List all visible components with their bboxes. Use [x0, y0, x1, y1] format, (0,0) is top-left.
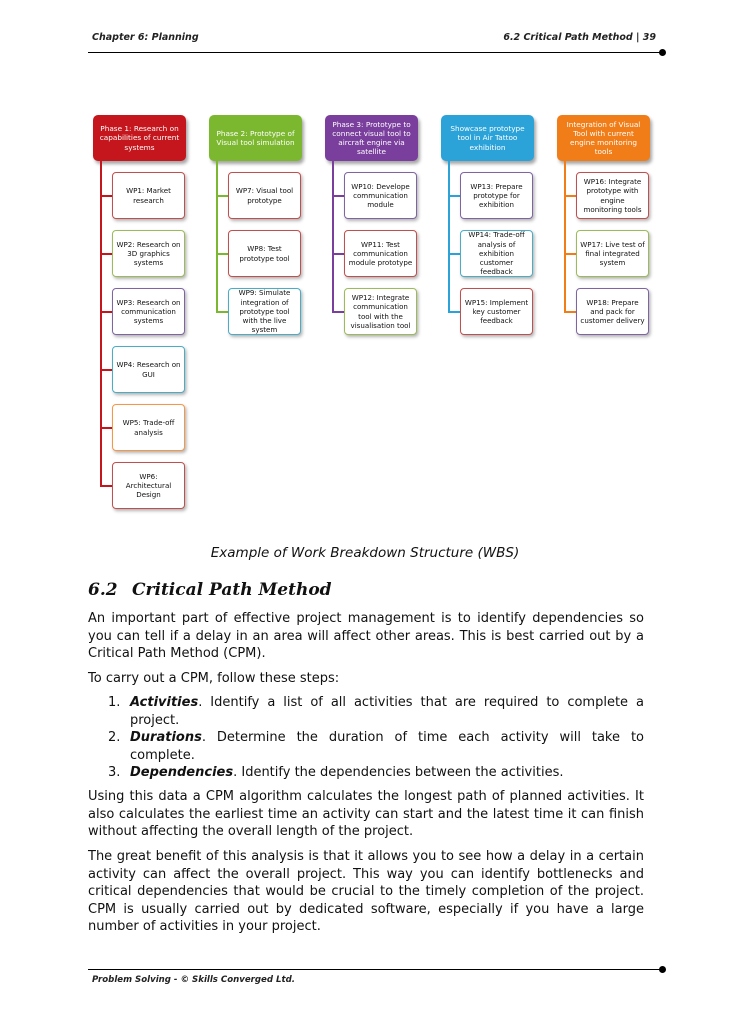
- paragraph-algorithm: Using this data a CPM algorithm calculates the longest path of planned activities. It also calculates the earliest time an activity can start and the latest time it can finish without affecting the overall length of the project.: [88, 789, 644, 840]
- wbs-work-package: WP14: Trade-off analysis of exhibition customer feedback: [460, 230, 533, 277]
- step-text: . Determine the duration of time each activity will take to complete.: [130, 730, 644, 763]
- step-number: 3.: [108, 765, 121, 781]
- wbs-work-package: WP15: Implement key customer feedback: [460, 288, 533, 335]
- paragraph-steps-intro: To carry out a CPM, follow these steps:: [88, 671, 340, 686]
- wbs-phase-box: Phase 3: Prototype to connect visual tool to aircraft engine via satellite: [325, 115, 418, 161]
- wbs-work-package: WP11: Test communication module prototype: [344, 230, 417, 277]
- wbs-work-package: WP17: Live test of final integrated system: [576, 230, 649, 277]
- wbs-work-package: WP8: Test prototype tool: [228, 230, 301, 277]
- section-title: Critical Path Method: [132, 580, 332, 600]
- footer-rule: [88, 969, 662, 970]
- wbs-work-package: WP5: Trade-off analysis: [112, 404, 185, 451]
- wbs-work-package: WP3: Research on communication systems: [112, 288, 185, 335]
- wbs-phase-box: Integration of Visual Tool with current engine monitoring tools: [557, 115, 650, 161]
- wbs-work-package: WP13: Prepare prototype for exhibition: [460, 172, 533, 219]
- wbs-work-package: WP9: Simulate integration of prototype tool with the live system: [228, 288, 301, 335]
- list-item: [100, 764, 644, 782]
- wbs-connector-line: [332, 161, 334, 312]
- wbs-work-package: WP18: Prepare and pack for customer delivery: [576, 288, 649, 335]
- step-term: Dependencies: [130, 765, 234, 781]
- step-text: . Identify the dependencies between the activities.: [233, 765, 564, 781]
- wbs-work-package: WP4: Research on GUI: [112, 346, 185, 393]
- step-number: 2.: [108, 730, 121, 746]
- section-number: 6.2: [88, 580, 118, 600]
- list-item: [100, 694, 644, 729]
- paragraph-intro: An important part of effective project management is to identify dependencies so you can tell if a delay in an area will affect other areas. This is best carried out by a Critical Path Method (CPM).: [88, 611, 644, 662]
- step-number: 1.: [108, 695, 121, 710]
- wbs-work-package: WP7: Visual tool prototype: [228, 172, 301, 219]
- wbs-work-package: WP1: Market research: [112, 172, 185, 219]
- paragraph-benefit: The great benefit of this analysis is that it allows you to see how a delay in a certain activity can affect the overall project. This way you can identify bottlenecks and critical dependencies that would be crucial to the timely completion of the project. CPM is usually carried out by dedicated software, especially if you have a large number of activities in your project.: [88, 849, 644, 935]
- running-header-chapter: Chapter 6: Planning: [92, 32, 199, 43]
- steps-list: [100, 694, 644, 782]
- wbs-connector-line: [564, 161, 566, 312]
- running-header-section: 6.2 Critical Path Method | 39: [503, 32, 656, 43]
- figure-caption: Example of Work Breakdown Structure (WBS): [210, 545, 520, 561]
- wbs-phase-box: Showcase prototype tool in Air Tattoo exhibition: [441, 115, 534, 161]
- wbs-work-package: WP6: Architectural Design: [112, 462, 185, 509]
- wbs-connector-line: [100, 161, 102, 486]
- step-term: Activities: [130, 695, 199, 710]
- wbs-phase-box: Phase 1: Research on capabilities of current systems: [93, 115, 186, 161]
- page-footer: Problem Solving - © Skills Converged Ltd.: [92, 975, 296, 985]
- wbs-work-package: WP16: Integrate prototype with engine monitoring tools: [576, 172, 649, 219]
- wbs-connector-line: [216, 161, 218, 312]
- header-rule: [88, 52, 662, 53]
- section-heading: [88, 580, 332, 600]
- list-item: [100, 729, 644, 764]
- step-term: Durations: [130, 730, 202, 746]
- wbs-work-package: WP12: Integrate communication tool with the visualisation tool: [344, 288, 417, 335]
- step-text: . Identify a list of all activities that are required to complete a project.: [130, 695, 644, 728]
- wbs-connector-line: [448, 161, 450, 312]
- wbs-work-package: WP10: Develope communication module: [344, 172, 417, 219]
- wbs-work-package: WP2: Research on 3D graphics systems: [112, 230, 185, 277]
- wbs-phase-box: Phase 2: Prototype of Visual tool simulation: [209, 115, 302, 161]
